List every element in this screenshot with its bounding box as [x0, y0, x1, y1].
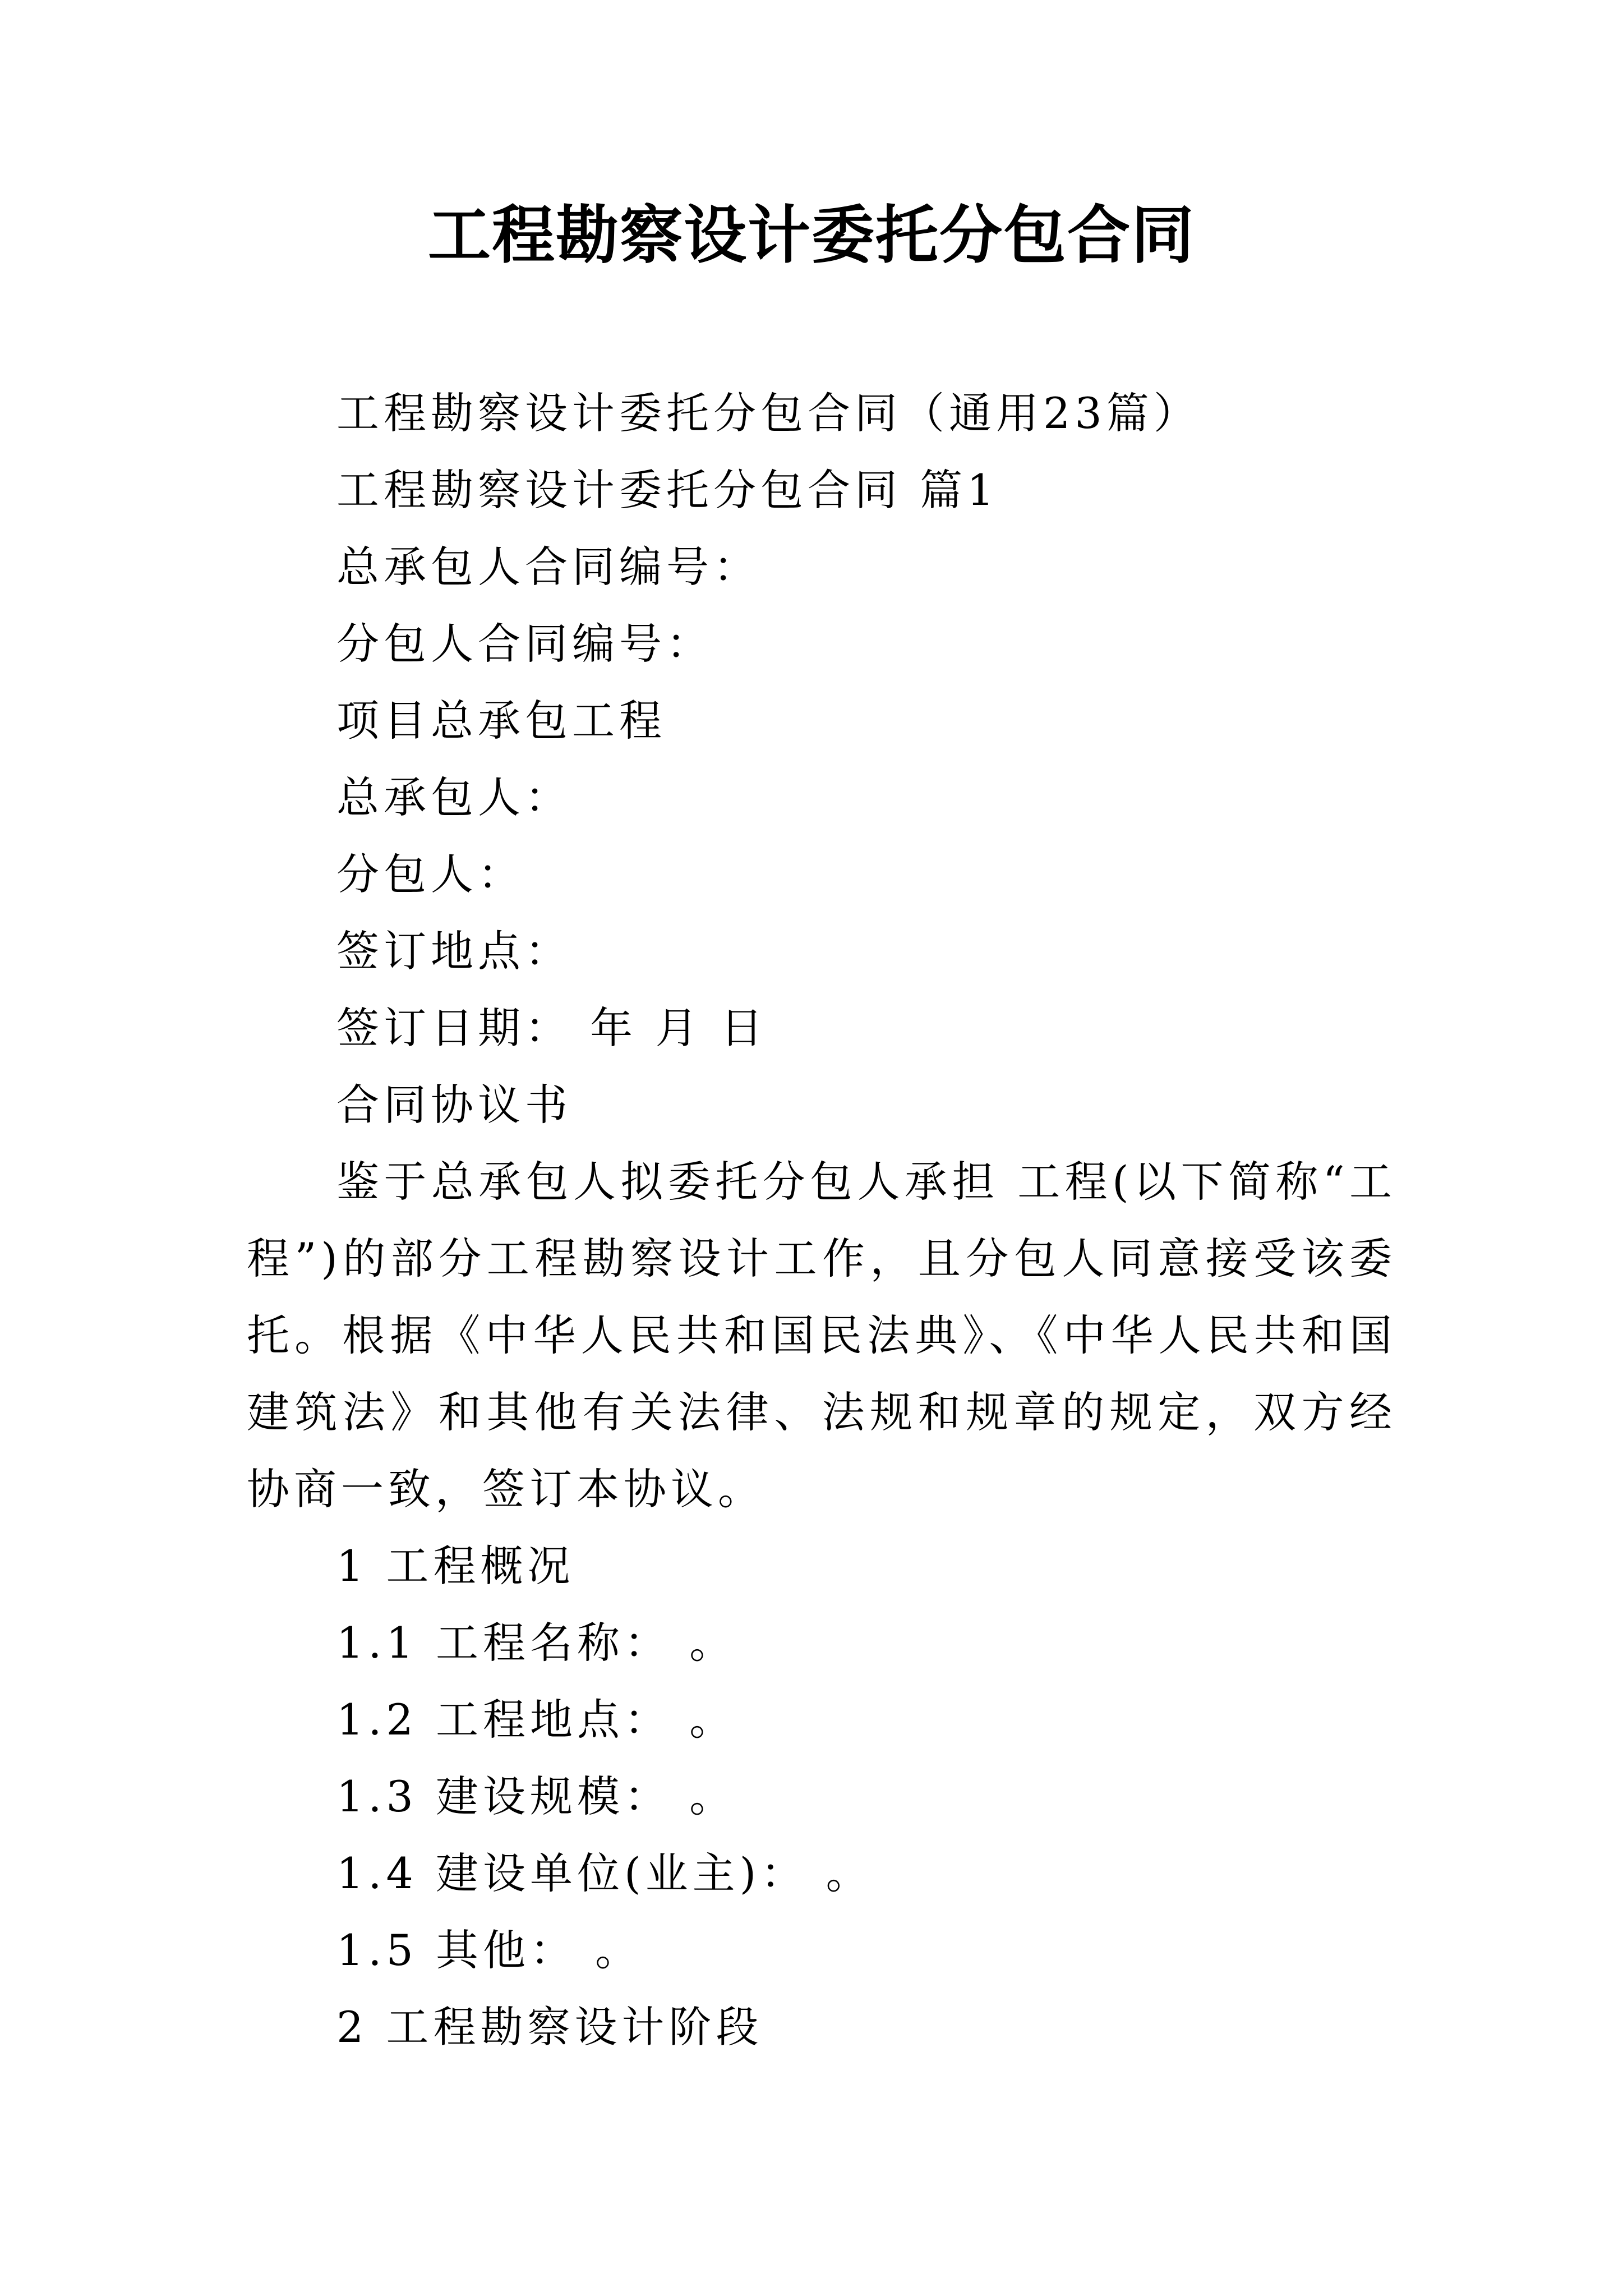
- document-body: [247, 375, 1396, 2065]
- general-contractor-contract-number: 总承包人合同编号：: [336, 542, 760, 592]
- chapter-heading: 工程勘察设计委托分包合同 篇1: [336, 465, 999, 515]
- section-project-location: 1.2 工程地点： 。: [336, 1695, 737, 1745]
- section-owner: 1.4 建设单位(业主)： 。: [336, 1848, 873, 1898]
- section-other: 1.5 其他： 。: [336, 1925, 643, 1975]
- preamble-paragraph: 鉴于总承包人拟委托分包人承担 工程(以下简称“工程”)的部分工程勘察设计工作，且分包人同意接受该委托。根据《中华人民共和国民法典》、《中华人民共和国建筑法》和其他有关法律、法规和规章的规定，双方经协商一致，签订本协议。: [247, 1157, 1396, 1514]
- agreement-heading: 合同协议书: [336, 1080, 572, 1130]
- subtitle-line: 工程勘察设计委托分包合同（通用23篇）: [336, 388, 1201, 438]
- document-title: 工程勘察设计委托分包合同: [428, 199, 1195, 272]
- project-line: 项目总承包工程: [336, 696, 666, 746]
- section-design-stage: 2 工程勘察设计阶段: [336, 2002, 763, 2052]
- subcontractor-contract-number: 分包人合同编号：: [336, 619, 713, 669]
- section-project-name: 1.1 工程名称： 。: [336, 1618, 737, 1668]
- section-construction-scale: 1.3 建设规模： 。: [336, 1772, 737, 1821]
- signing-place-line: 签订地点：: [336, 926, 572, 976]
- subcontractor-line: 分包人：: [336, 849, 525, 899]
- signing-date-line: 签订日期： 年 月 日: [336, 1003, 768, 1053]
- section-project-overview: 1 工程概况: [336, 1541, 575, 1591]
- general-contractor-line: 总承包人：: [336, 772, 572, 822]
